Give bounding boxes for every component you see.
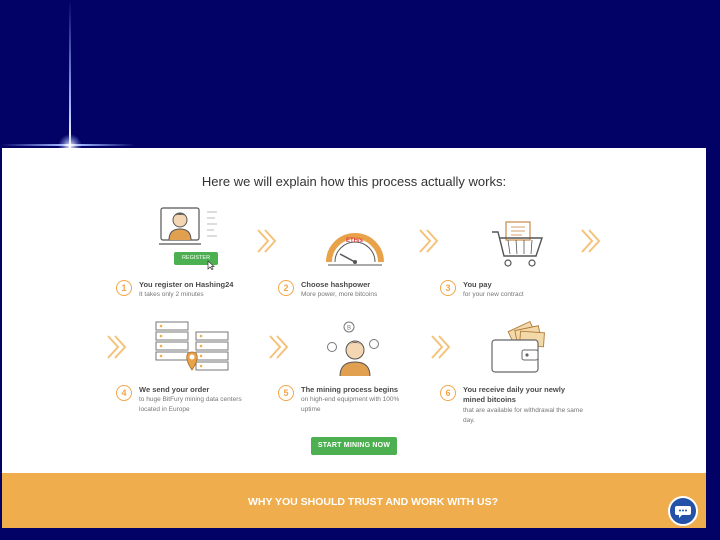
miner-person-icon bbox=[324, 320, 386, 378]
gauge-label: ETH/s bbox=[346, 238, 364, 244]
step-number: 5 bbox=[278, 385, 294, 401]
step-number: 1 bbox=[116, 280, 132, 296]
chevron-right-icon bbox=[256, 228, 278, 254]
chevron-right-icon bbox=[430, 334, 452, 360]
svg-text:B: B bbox=[346, 325, 352, 332]
step-description: to huge BitFury mining data centers located in Europe bbox=[139, 396, 242, 413]
step-description: It takes only 2 minutes bbox=[139, 291, 204, 298]
step-description: More power, more bitcoins bbox=[301, 291, 378, 298]
chevron-right-icon bbox=[418, 228, 440, 254]
wallet-icon bbox=[488, 320, 548, 376]
screenshot-panel bbox=[2, 148, 706, 528]
step-title: You receive daily your newly mined bitcoins bbox=[463, 385, 565, 404]
chevron-right-icon bbox=[106, 334, 128, 360]
chevron-right-icon bbox=[580, 228, 602, 254]
cursor-icon bbox=[207, 260, 215, 270]
step-title: We send your order bbox=[139, 385, 210, 394]
step-title: You pay bbox=[463, 280, 492, 289]
step-number: 2 bbox=[278, 280, 294, 296]
server-rack-icon bbox=[152, 318, 232, 378]
sparkle-vertical-line bbox=[69, 0, 71, 150]
step-title: You register on Hashing24 bbox=[139, 280, 234, 289]
step-number: 4 bbox=[116, 385, 132, 401]
step-title: Choose hashpower bbox=[301, 280, 371, 289]
register-button[interactable]: REGISTER bbox=[174, 252, 218, 265]
trust-banner bbox=[2, 473, 706, 528]
page-title: Here we will explain how this process actually works: bbox=[201, 174, 507, 189]
step-number: 3 bbox=[440, 280, 456, 296]
chat-button[interactable] bbox=[668, 496, 698, 526]
shopping-cart-icon bbox=[490, 218, 546, 270]
step-description: that are available for withdrawal the same day. bbox=[463, 407, 583, 424]
step-title: The mining process begins bbox=[301, 385, 399, 394]
start-mining-button[interactable]: START MINING NOW bbox=[311, 437, 397, 455]
step-description: for your new contract bbox=[463, 291, 524, 298]
banner-heading: WHY YOU SHOULD TRUST AND WORK WITH US? bbox=[247, 496, 498, 508]
chat-icon bbox=[670, 498, 696, 524]
step-number: 6 bbox=[440, 385, 456, 401]
chevron-right-icon bbox=[268, 334, 290, 360]
step-description: on high-end equipment with 100% uptime bbox=[301, 396, 400, 413]
